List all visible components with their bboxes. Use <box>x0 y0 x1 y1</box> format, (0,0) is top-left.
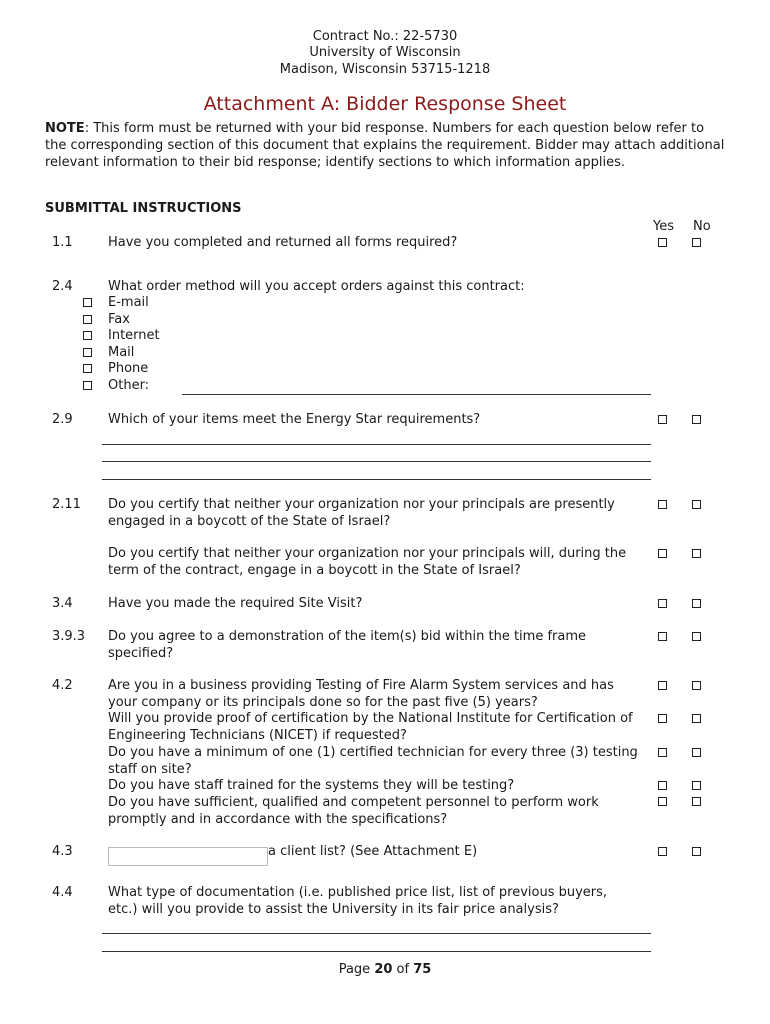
question-number: 2.11 <box>52 497 81 512</box>
no-checkbox[interactable] <box>692 748 701 757</box>
question-text: Do you have sufficient, qualified and competent personnel to perform work promptly and in accordance with the specifications? <box>108 795 599 827</box>
of-label: of <box>396 962 410 977</box>
no-checkbox[interactable] <box>692 599 701 608</box>
order-method-checkbox[interactable] <box>83 331 92 340</box>
order-method-checkbox[interactable] <box>83 381 92 390</box>
other-answer-line[interactable] <box>182 394 651 395</box>
question-number: 2.9 <box>52 412 73 427</box>
yes-checkbox[interactable] <box>658 632 667 641</box>
question-text: Do you agree to a demonstration of the item(s) bid within the time frame specified? <box>108 629 587 661</box>
contract-number: Contract No.: 22-5730 <box>312 29 458 44</box>
answer-line[interactable] <box>102 933 651 934</box>
order-method-checkbox[interactable] <box>83 298 92 307</box>
yes-checkbox[interactable] <box>658 714 667 723</box>
question-text: Do you have staff trained for the systems they will be testing? <box>108 778 515 793</box>
yes-checkbox[interactable] <box>658 847 667 856</box>
no-checkbox[interactable] <box>692 549 701 558</box>
question-text: a client list? (See Attachment E) <box>268 844 478 859</box>
yes-checkbox[interactable] <box>658 748 667 757</box>
order-method-option[interactable]: Fax <box>83 312 130 329</box>
yes-checkbox[interactable] <box>658 599 667 608</box>
yes-checkbox[interactable] <box>658 781 667 790</box>
note-paragraph <box>45 120 725 172</box>
question-text: Have you completed and returned all forms required? <box>108 235 458 250</box>
note-text: : This form must be returned with your bid response. Numbers for each question below refer to the corresponding section of this document that explains the requirement. Bidder may attach additional relevant information to their bid response; identify sections to which information applies. <box>45 121 725 171</box>
yes-checkbox[interactable] <box>658 238 667 247</box>
question-number: 4.4 <box>52 885 73 900</box>
order-method-option[interactable]: Mail <box>83 345 134 362</box>
answer-line[interactable] <box>102 461 651 462</box>
section-heading: SUBMITTAL INSTRUCTIONS <box>45 201 242 216</box>
order-method-option[interactable]: Internet <box>83 328 160 345</box>
no-checkbox[interactable] <box>692 238 701 247</box>
yes-checkbox[interactable] <box>658 797 667 806</box>
question-number: 1.1 <box>52 235 73 250</box>
no-checkbox[interactable] <box>692 781 701 790</box>
no-checkbox[interactable] <box>692 415 701 424</box>
question-number: 2.4 <box>52 279 73 294</box>
page-current: 20 <box>374 962 393 977</box>
question-text: Have you made the required Site Visit? <box>108 596 363 611</box>
note-label: NOTE <box>45 121 85 136</box>
question-text: Which of your items meet the Energy Star requirements? <box>108 412 481 427</box>
client-list-input[interactable] <box>108 847 268 866</box>
question-text: Do you have a minimum of one (1) certified technician for every three (3) testing staff on site? <box>108 745 638 777</box>
yes-checkbox[interactable] <box>658 681 667 690</box>
page-total: 75 <box>413 962 432 977</box>
order-method-option[interactable]: Other: <box>83 378 149 395</box>
page-label: Page <box>338 962 371 977</box>
yes-checkbox[interactable] <box>658 500 667 509</box>
page-title: Attachment A: Bidder Response Sheet <box>203 93 567 115</box>
order-method-option[interactable]: E-mail <box>83 295 149 312</box>
university-address: Madison, Wisconsin 53715-1218 <box>279 62 491 77</box>
question-text: What order method will you accept orders against this contract: <box>108 279 525 294</box>
yes-checkbox[interactable] <box>658 415 667 424</box>
yes-checkbox[interactable] <box>658 549 667 558</box>
question-number: 3.4 <box>52 596 73 611</box>
question-text: Will you provide proof of certification by the National Institute for Certification of Engineering Technicians (NICET) if requested? <box>108 711 633 743</box>
question-number: 3.9.3 <box>52 629 86 644</box>
question-number: 4.2 <box>52 678 73 693</box>
question-text: Do you certify that neither your organization nor your principals will, during the term of the contract, engage in a boycott in the State of Israel? <box>108 546 627 578</box>
no-checkbox[interactable] <box>692 681 701 690</box>
question-text: What type of documentation (i.e. published price list, list of previous buyers, etc.) will you provide to assist the University in its fair price analysis? <box>108 885 608 917</box>
order-method-checkbox[interactable] <box>83 364 92 373</box>
answer-line[interactable] <box>102 479 651 480</box>
no-checkbox[interactable] <box>692 632 701 641</box>
no-checkbox[interactable] <box>692 714 701 723</box>
order-method-option[interactable]: Phone <box>83 361 148 378</box>
question-text: Do you certify that neither your organization nor your principals are presently engaged in a boycott of the State of Israel? <box>108 497 615 529</box>
answer-line[interactable] <box>102 951 651 952</box>
order-method-checkbox[interactable] <box>83 315 92 324</box>
page-footer <box>0 962 770 977</box>
no-checkbox[interactable] <box>692 797 701 806</box>
no-column-header: No <box>693 219 711 234</box>
answer-line[interactable] <box>102 444 651 445</box>
no-checkbox[interactable] <box>692 847 701 856</box>
university-name: University of Wisconsin <box>309 45 461 60</box>
yes-column-header: Yes <box>653 219 674 234</box>
no-checkbox[interactable] <box>692 500 701 509</box>
question-number: 4.3 <box>52 844 73 859</box>
question-text: Are you in a business providing Testing of Fire Alarm System services and has your company or its principals done so for the past five (5) years? <box>108 678 614 710</box>
order-method-checkbox[interactable] <box>83 348 92 357</box>
